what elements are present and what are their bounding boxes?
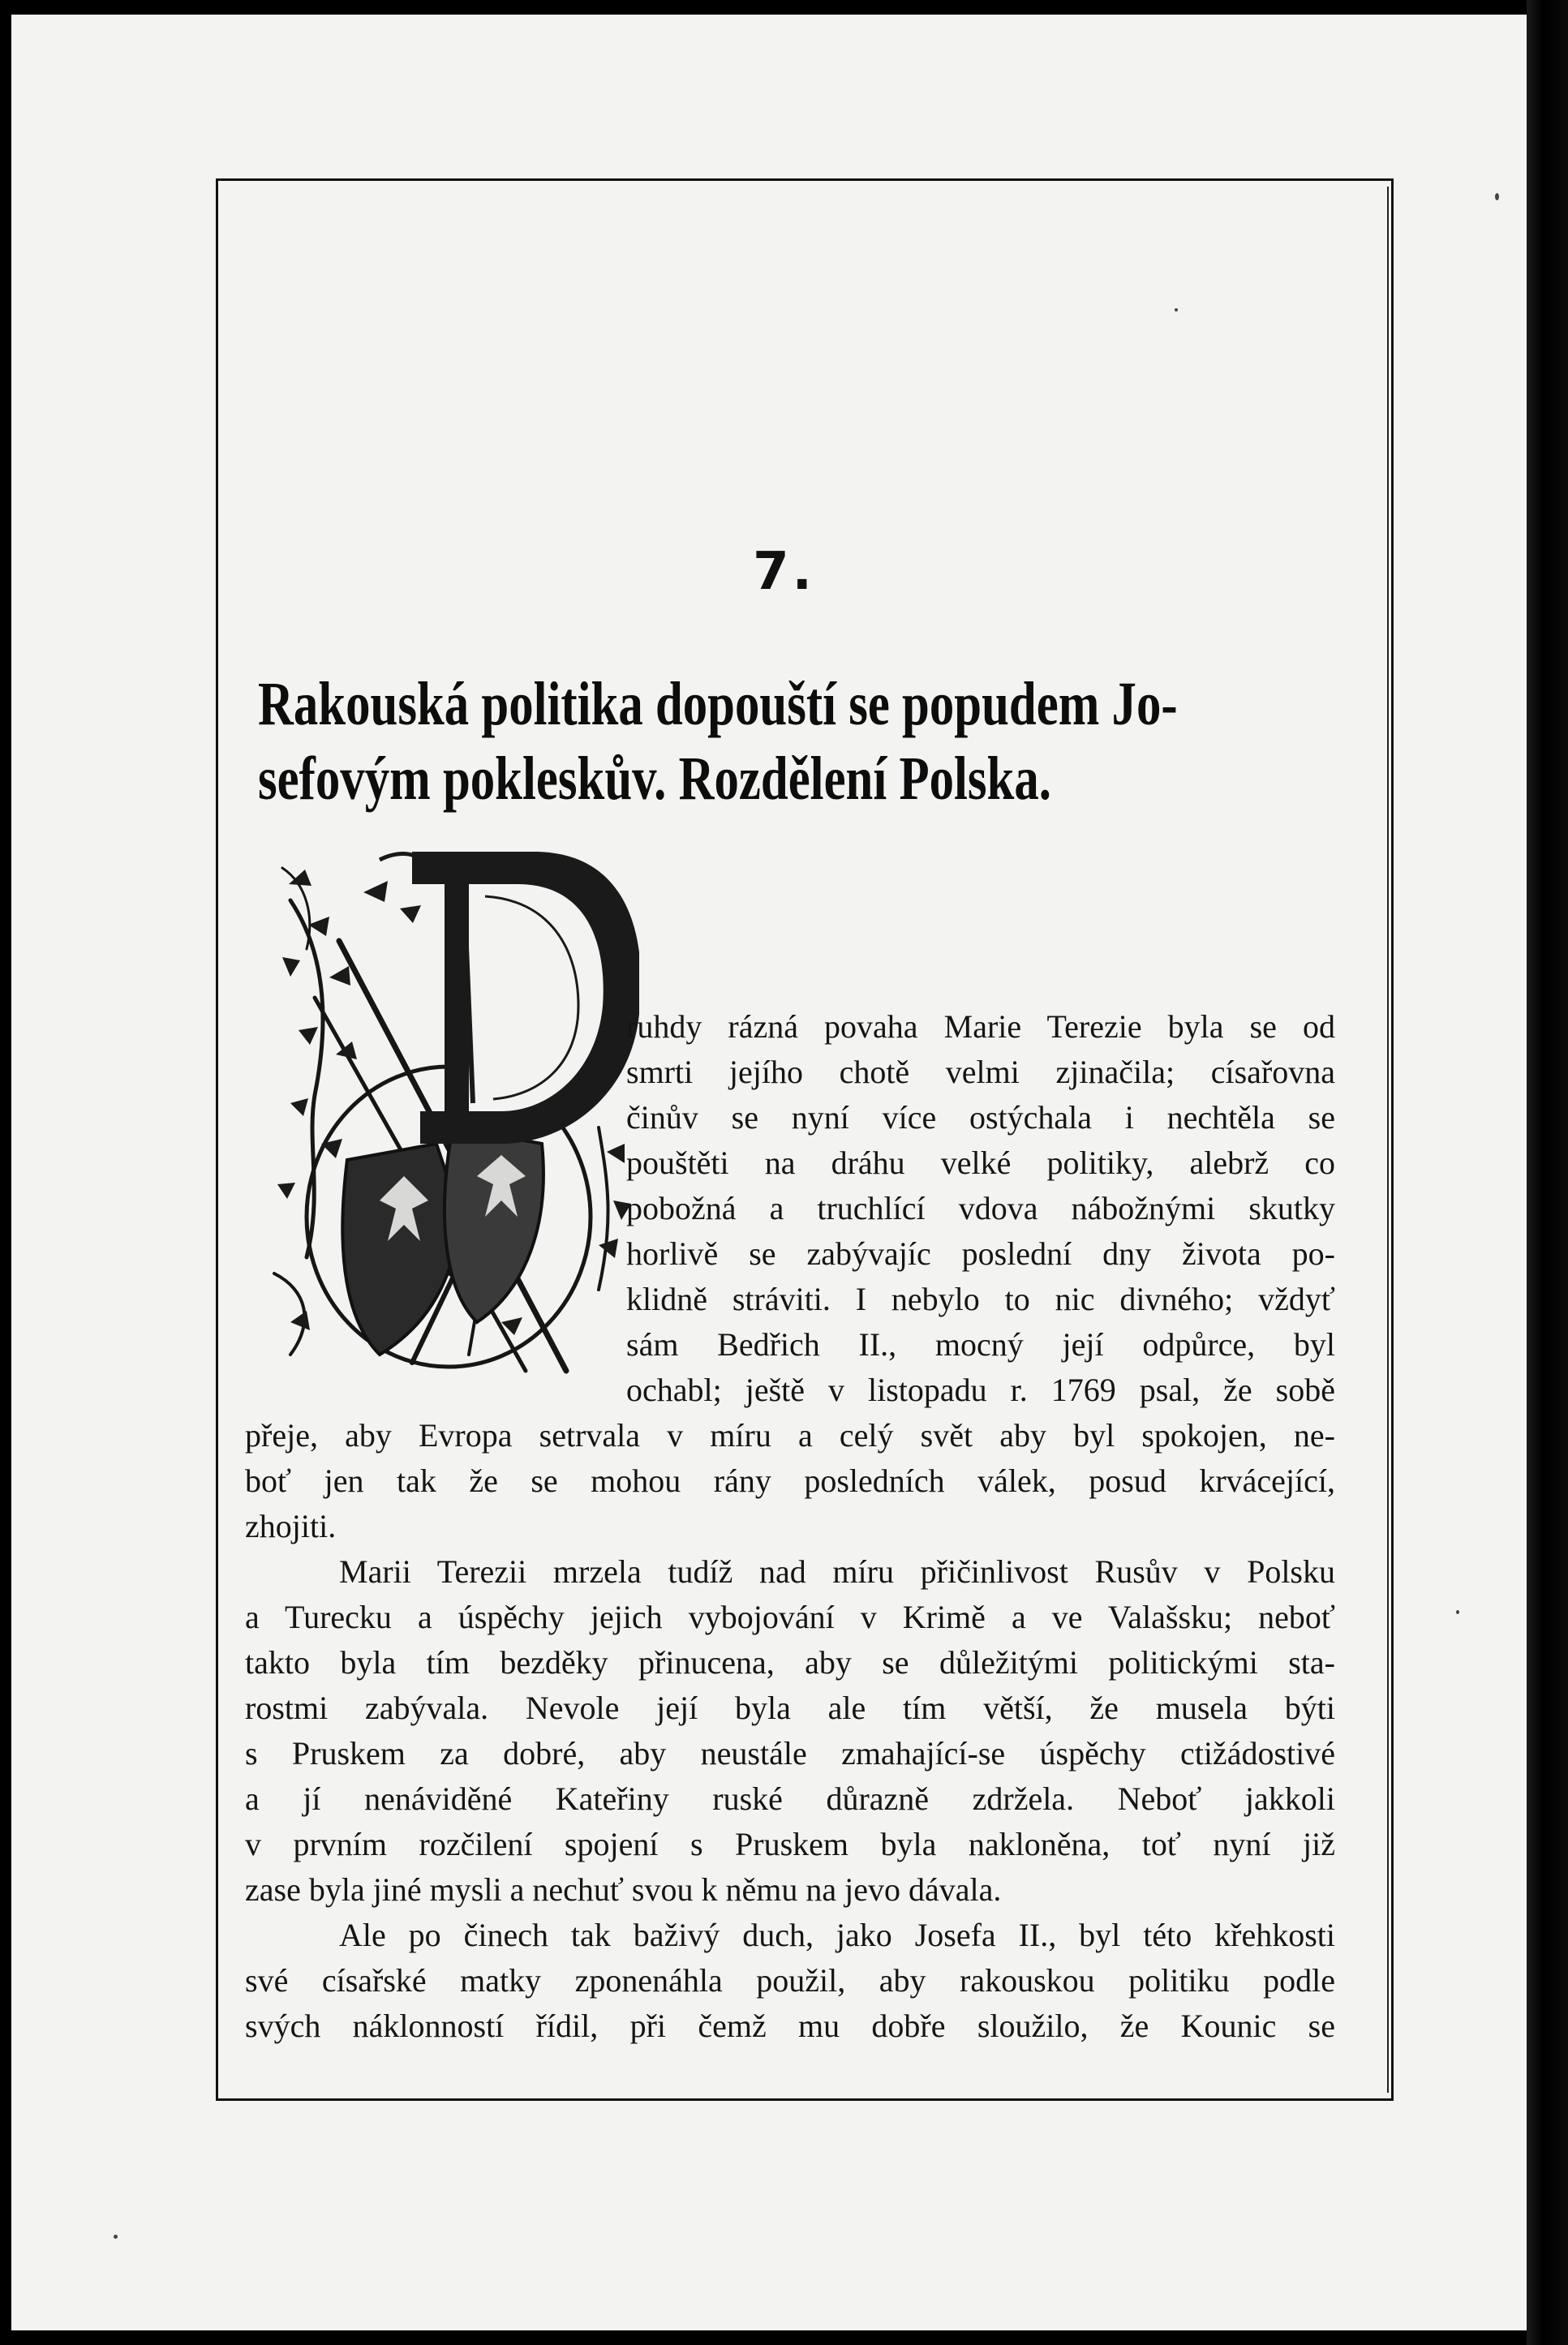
chapter-title-line-2: sefovým pokleskův. Rozdělení Polska. bbox=[258, 745, 1051, 813]
paper-speck bbox=[1456, 1610, 1459, 1614]
text-line: zhojiti. bbox=[245, 1508, 337, 1544]
text-line: v prvním rozčilení spojení s Pruskem byla nakloněna, toť nyní již bbox=[245, 1826, 1335, 1862]
decorated-initial-d-illustration bbox=[258, 835, 639, 1387]
text-line: a jí nenáviděné Kateřiny ruské důrazně zdržela. Neboť jakkoli bbox=[245, 1780, 1335, 1817]
text-line: své císařské matky zponenáhla použil, aby rakouskou politiku podle bbox=[245, 1962, 1335, 1999]
text-line: zase byla jiné mysli a nechuť svou k němu na jevo dávala. bbox=[245, 1871, 1002, 1908]
text-line: rostmi zabývala. Nevole její byla ale tím větší, že musela býti bbox=[245, 1690, 1335, 1726]
text-line: Ale po činech tak baživý duch, jako Josefa II., byl této křehkosti bbox=[339, 1917, 1335, 1953]
chapter-number: 7. bbox=[753, 542, 815, 602]
page-border-inner-line bbox=[1387, 187, 1389, 2093]
text-line: smrti jejího chotě velmi zjinačila; císařovna bbox=[626, 1054, 1335, 1090]
text-line: přeje, aby Evropa setrvala v míru a celý svět aby byl spokojen, ne- bbox=[245, 1417, 1335, 1454]
text-line: klidně stráviti. I nebylo to nic divného; vždyť bbox=[626, 1281, 1335, 1317]
text-line: pouštěti na dráhu velké politiky, alebrž co bbox=[626, 1145, 1335, 1181]
chapter-title-line-1: Rakouská politika dopouští se popudem Jo- bbox=[258, 670, 1178, 738]
text-line: horlivě se zabývajíc poslední dny života po- bbox=[626, 1235, 1335, 1272]
text-line: boť jen tak že se mohou rány posledních válek, posud krvácející, bbox=[245, 1462, 1335, 1499]
text-line: svých náklonností řídil, při čemž mu dobře sloužilo, že Kounic se bbox=[245, 2008, 1335, 2044]
book-edge bbox=[1527, 0, 1568, 2345]
text-line: s Pruskem za dobré, aby neustále zmahající-se úspěchy ctižádostivé bbox=[245, 1735, 1335, 1772]
text-line: ochabl; ještě v listopadu r. 1769 psal, že sobě bbox=[626, 1372, 1335, 1408]
text-line: pobožná a truchlící vdova nábožnými skutky bbox=[626, 1190, 1335, 1226]
text-line: Marii Terezii mrzela tudíž nad míru přičinlivost Rusův v Polsku bbox=[339, 1553, 1335, 1590]
text-line: sám Bedřich II., mocný její odpůrce, byl bbox=[626, 1326, 1335, 1363]
paper-speck bbox=[1495, 193, 1499, 200]
paper-speck bbox=[1175, 308, 1178, 311]
paper-speck bbox=[114, 2235, 118, 2239]
text-line: ruhdy rázná povaha Marie Terezie byla se od bbox=[626, 1008, 1335, 1045]
text-line: činův se nyní více ostýchala i nechtěla se bbox=[626, 1099, 1335, 1136]
text-line: a Turecku a úspěchy jejich vybojování v Krimě a ve Valašsku; neboť bbox=[245, 1599, 1335, 1635]
text-line: takto byla tím bezděky přinucena, aby se důležitými politickými sta- bbox=[245, 1644, 1335, 1681]
